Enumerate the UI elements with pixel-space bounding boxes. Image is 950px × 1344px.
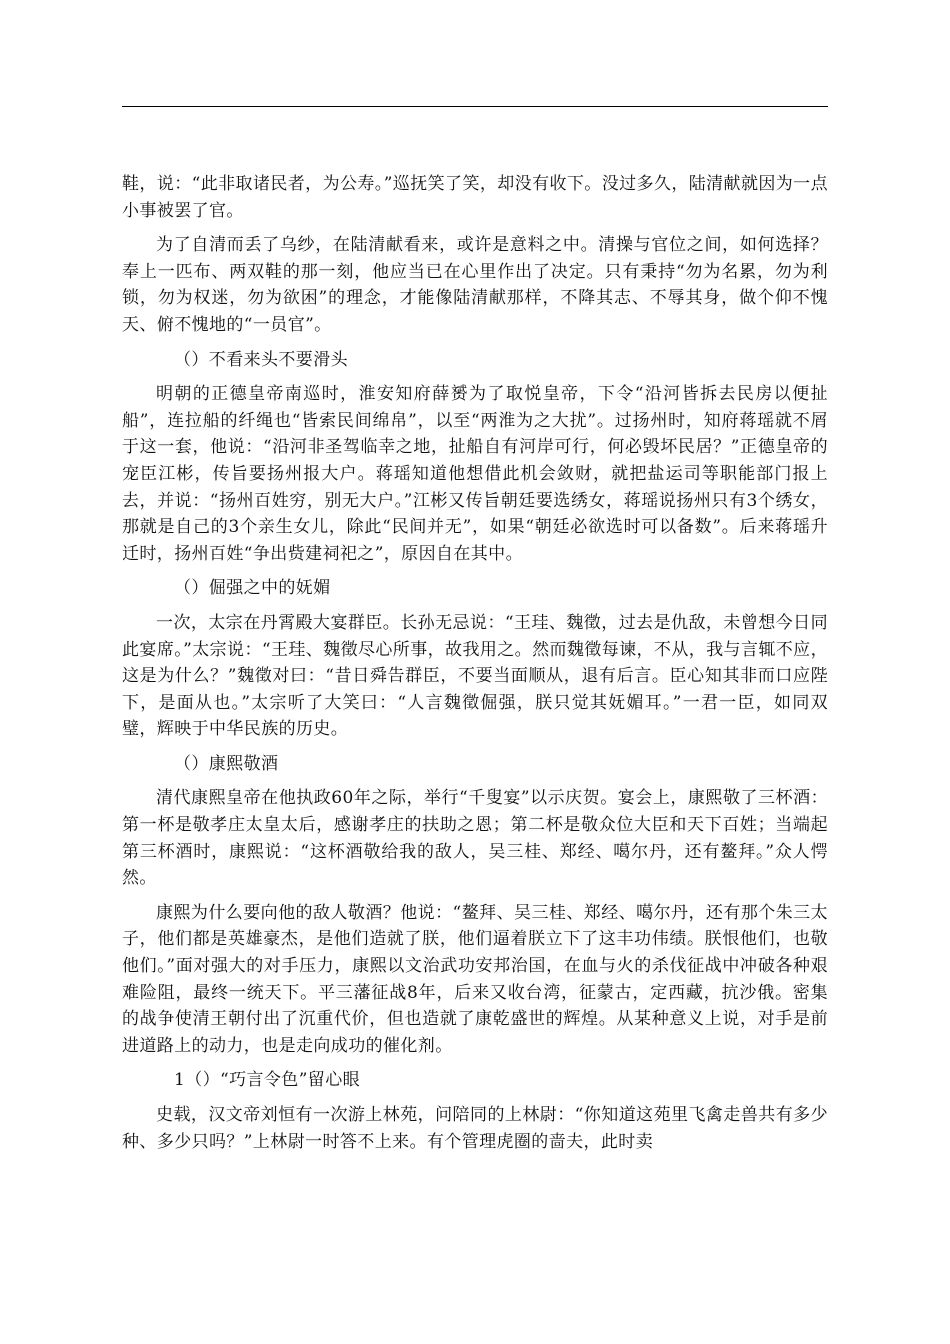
document-body [122,171,828,1163]
paragraph: 康熙为什么要向他的敌人敬酒？他说：“鳌拜、吴三桂、郑经、噶尔丹，还有那个朱三太子，他们都是英雄豪杰，是他们造就了朕，他们逼着朕立下了这丰功伟绩。朕恨他们，也敬他们。”面对强大的对手压力，康熙以文治武功安邦治国，在血与火的杀伐征战中冲破各种艰难险阻，最终一统天下。平三藩征战8年，后来又收台湾，征蒙古，定西藏，抗沙俄。密集的战争使清王朝付出了沉重代价，但也造就了康乾盛世的辉煌。从某种意义上说，对手是前进道路上的动力，也是走向成功的催化剂。 [122,902,828,1056]
section-heading: （）不看来头不要滑头 [174,349,348,370]
section-heading: （）康熙敬酒 [174,753,279,774]
paragraph: 史载，汉文帝刘恒有一次游上林苑，问陪同的上林尉：“你知道这苑里飞禽走兽共有多少种、多少只吗？”上林尉一时答不上来。有个管理虎圈的啬夫，此时卖 [122,1105,828,1152]
section-heading: （）倔强之中的妩媚 [174,578,331,599]
header-rule [122,106,828,107]
paragraph: 清代康熙皇帝在他执政60年之际，举行“千叟宴”以示庆贺。宴会上，康熙敬了三杯酒：第一杯是敬孝庄太皇太后，感谢孝庄的扶助之恩；第二杯是敬众位大臣和天下百姓；当端起第三杯酒时，康熙说：“这杯酒敬给我的敌人，吴三桂、郑经、噶尔丹，还有鳌拜。”众人愕然。 [122,788,828,889]
paragraph: 鞋，说：“此非取诸民者，为公寿。”巡抚笑了笑，却没有收下。没过多久，陆清献就因为一点小事被罢了官。 [122,174,828,221]
paragraph: 明朝的正德皇帝南巡时，淮安知府薛赟为了取悦皇帝，下令“沿河皆拆去民房以便扯船”，连拉船的纤绳也“皆索民间绵帛”，以至“两淮为之大扰”。过扬州时，知府蒋瑶就不屑于这一套，他说：“沿河非圣驾临幸之地，扯船自有河岸可行，何必毁坏民居？”正德皇帝的宠臣江彬，传旨要扬州报大户。蒋瑶知道他想借此机会敛财，就把盐运司等职能部门报上去，并说：“扬州百姓穷，别无大户。”江彬又传旨朝廷要选绣女，蒋瑶说扬州只有3个绣女，那就是自己的3个亲生女儿，除此“民间并无”，如果“朝廷必欲选时可以备数”。后来蒋瑶升迁时，扬州百姓“争出赀建祠祀之”，原因自在其中。 [122,384,828,564]
paragraph: 为了自清而丢了乌纱，在陆清献看来，或许是意料之中。清操与官位之间，如何选择？奉上一匹布、两双鞋的那一刻，他应当已在心里作出了决定。只有秉持“勿为名累，勿为利锁，勿为权迷，勿为欲困”的理念，才能像陆清献那样，不降其志、不辱其身，做个仰不愧天、俯不愧地的“一员官”。 [122,235,828,335]
paragraph: 一次，太宗在丹霄殿大宴群臣。长孙无忌说：“王珪、魏徵，过去是仇敌，未曾想今日同此宴席。”太宗说：“王珪、魏徵尽心所事，故我用之。然而魏徵每谏，不从，我与言辄不应，这是为什么？”魏徵对曰：“昔日舜告群臣，不要当面顺从，退有后言。臣心知其非而口应陛下，是面从也。”太宗听了大笑曰：“人言魏徵倔强，朕只觉其妩媚耳。”一君一臣，如同双璧，辉映于中华民族的历史。 [122,612,828,740]
section-heading: 1（）“巧言令色”留心眼 [174,1070,360,1091]
